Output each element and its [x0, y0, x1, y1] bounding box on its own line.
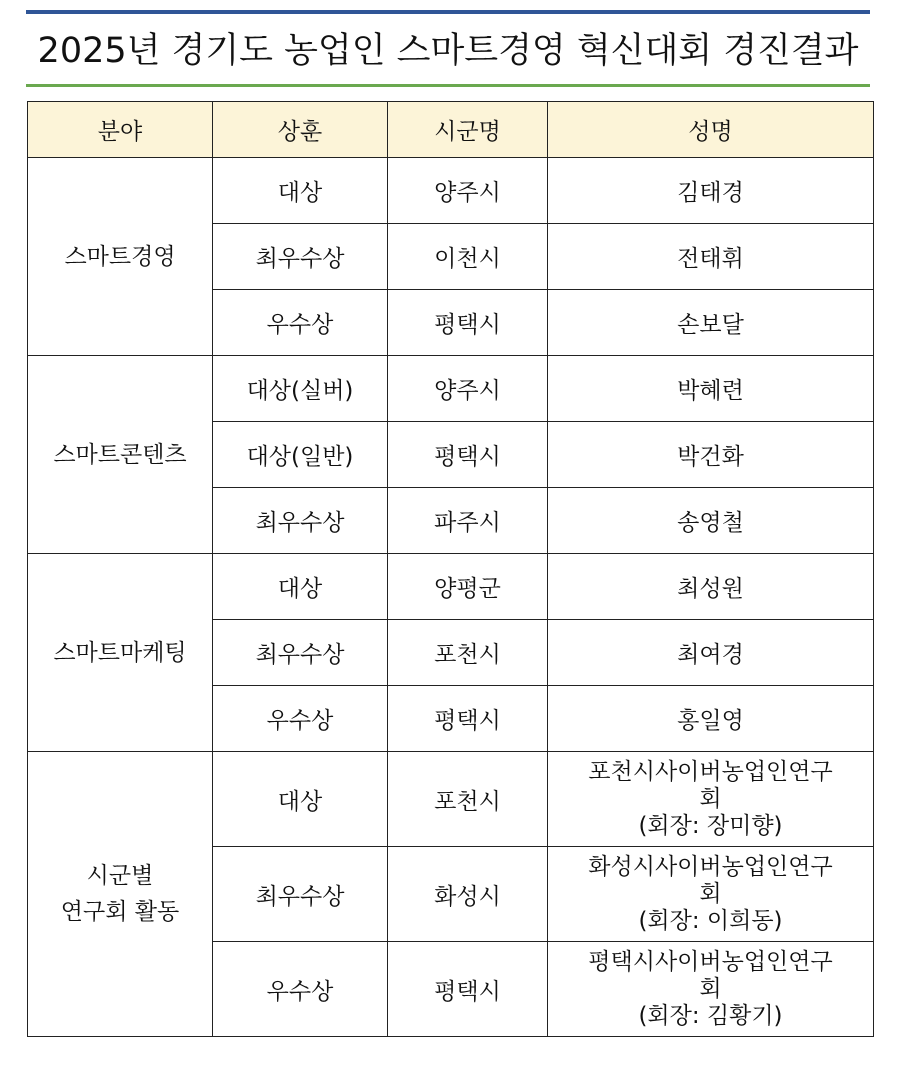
field-label: 연구회 활동 — [60, 899, 180, 925]
name-line: 박혜련 — [677, 378, 744, 404]
name-cell — [548, 224, 874, 290]
name-line: 회 — [699, 880, 722, 907]
name-line: (회장: 이희동) — [638, 907, 783, 934]
award-cell: 대상 — [213, 158, 388, 224]
table-header-row — [28, 102, 874, 158]
name-cell — [548, 422, 874, 488]
award-cell: 대상(실버) — [213, 356, 388, 422]
name-line: 최성원 — [677, 576, 744, 602]
city-cell: 양주시 — [388, 158, 548, 224]
city-cell: 파주시 — [388, 488, 548, 554]
award-cell: 우수상 — [213, 290, 388, 356]
name-line: (회장: 김황기) — [638, 1002, 783, 1029]
award-cell: 대상 — [213, 752, 388, 847]
name-cell — [548, 554, 874, 620]
award-cell: 대상(일반) — [213, 422, 388, 488]
name-cell — [548, 488, 874, 554]
name-cell — [548, 620, 874, 686]
city-cell: 포천시 — [388, 620, 548, 686]
table-body — [28, 158, 874, 1037]
table-row — [28, 356, 874, 422]
field-cell — [28, 158, 213, 356]
field-label: 스마트콘텐츠 — [53, 441, 187, 468]
city-cell: 포천시 — [388, 752, 548, 847]
name-cell — [548, 356, 874, 422]
header-name: 성명 — [548, 102, 874, 158]
field-cell — [28, 554, 213, 752]
title-bottom-rule — [26, 84, 870, 87]
city-cell: 이천시 — [388, 224, 548, 290]
award-cell: 우수상 — [213, 686, 388, 752]
page-title: 2025년 경기도 농업인 스마트경영 혁신대회 경진결과 — [37, 31, 859, 71]
table-row — [28, 752, 874, 847]
name-line: 회 — [699, 785, 722, 812]
award-cell: 대상 — [213, 554, 388, 620]
name-cell — [548, 752, 874, 847]
table-row — [28, 158, 874, 224]
results-table — [27, 101, 874, 1037]
name-line: 박건화 — [677, 444, 744, 470]
header-city: 시군명 — [388, 102, 548, 158]
field-cell — [28, 356, 213, 554]
name-line: 김태경 — [677, 180, 744, 206]
name-line: 평택시사이버농업인연구 — [588, 948, 833, 975]
field-label: 스마트마케팅 — [53, 639, 187, 666]
name-cell — [548, 290, 874, 356]
name-line: 전태휘 — [677, 246, 744, 272]
header-award: 상훈 — [213, 102, 388, 158]
name-line: 화성시사이버농업인연구 — [588, 853, 833, 880]
table-row — [28, 554, 874, 620]
name-line: (회장: 장미향) — [638, 812, 783, 839]
city-cell: 평택시 — [388, 686, 548, 752]
name-cell — [548, 847, 874, 942]
award-cell: 최우수상 — [213, 847, 388, 942]
header-field: 분야 — [28, 102, 213, 158]
name-line: 최여경 — [677, 642, 744, 668]
award-cell: 최우수상 — [213, 488, 388, 554]
name-cell — [548, 942, 874, 1037]
name-line: 포천시사이버농업인연구 — [588, 758, 833, 785]
city-cell: 평택시 — [388, 942, 548, 1037]
name-line: 회 — [699, 975, 722, 1002]
field-label: 시군별 — [86, 863, 154, 889]
award-cell: 최우수상 — [213, 224, 388, 290]
city-cell: 평택시 — [388, 290, 548, 356]
award-cell: 우수상 — [213, 942, 388, 1037]
city-cell: 평택시 — [388, 422, 548, 488]
city-cell: 화성시 — [388, 847, 548, 942]
name-line: 송영철 — [677, 510, 744, 536]
city-cell: 양평군 — [388, 554, 548, 620]
name-cell — [548, 158, 874, 224]
field-label: 스마트경영 — [64, 243, 176, 270]
name-line: 홍일영 — [677, 708, 744, 734]
award-cell: 최우수상 — [213, 620, 388, 686]
name-line: 손보달 — [677, 312, 744, 338]
title-top-rule — [26, 10, 870, 14]
field-cell — [28, 752, 213, 1037]
name-cell — [548, 686, 874, 752]
city-cell: 양주시 — [388, 356, 548, 422]
